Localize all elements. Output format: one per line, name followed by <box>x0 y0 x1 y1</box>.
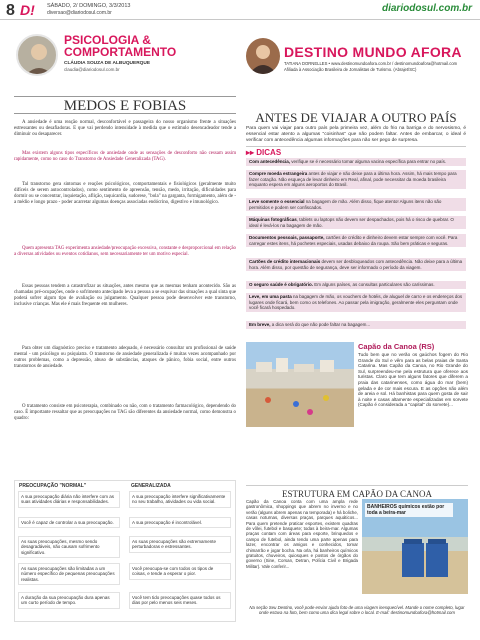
paragraph: A ansiedade é uma reação normal, desconfortável e passageira do nosso organismo frente a situações estressantes ou desafiadoras. E que vai perdendo intensidade à medida que o estímulo desencadeador tende a diminuir ou desaparecer. <box>14 120 236 138</box>
tip-text: Em alguns países, as consultas particulares são caríssimas. <box>313 282 435 287</box>
tip-lead: O seguro saúde é obrigatório. <box>249 282 314 287</box>
paragraph-highlight: Quem apresenta TAG experimenta ansiedade/preocupação excessiva, constante e desproporcional em relação a diversas atividades ou eventos cotidianos, sem necessariamente ter um motivo especial. <box>14 246 236 258</box>
person-icon <box>246 38 280 74</box>
paragraph: O tratamento consiste em psicoterapia, combinado ou não, com o tratamento farmacológico, dependendo do caso. É importante ressaltar que as preocupações no TAG são diferentes da ansiedade normal, como demonstra o quadro: <box>14 404 236 422</box>
beach-photo <box>246 342 354 427</box>
column-title: DESTINO MUNDO AFORA <box>284 44 462 60</box>
column-author: CLÁUDIA SOUZA DE ALBUQUERQUE <box>64 61 151 66</box>
paragraph: Para obter um diagnóstico preciso e tratamento adequado, é necessário consultar um profissional de saúde mental - um psicólogo ou psiquiatra. O transtorno de ansiedade generalizada é muitas vezes acompanhado por outros problemas, como a depressão, abuso de substâncias, ataques de pânico, fobia social, entre outros transtornos de ansiedade. <box>14 346 236 370</box>
tip-item <box>246 281 466 289</box>
person-icon <box>18 36 58 76</box>
author-photo <box>16 34 58 76</box>
tip-lead: Leve somente o essencial <box>249 199 305 204</box>
beach-icon <box>246 342 354 427</box>
table-cell: Você preocupa-se com todos os tipos de coisas, e tende a esperar o pior. <box>129 563 231 580</box>
site-logo[interactable]: diariodosul.com.br <box>381 3 472 14</box>
tips-heading-label: DICAS <box>256 148 282 157</box>
header-email[interactable]: diversao@diariodosul.com.br <box>47 10 112 16</box>
table-header-normal: PREOCUPAÇÃO "NORMAL" <box>19 483 87 489</box>
table-cell: As suas preocupações são extremamente perturbadoras e estressantes. <box>129 536 231 553</box>
tip-item <box>246 234 466 247</box>
column-author-email[interactable]: claudia@diariodosul.com.br <box>64 67 120 72</box>
column-credit: TATIANA DORNELLES • www.destinomundoafora.com.br / destinomundoafora@hotmail.com <box>284 61 458 66</box>
tip-lead: Cartões de crédito internacionais <box>249 259 321 264</box>
table-cell: A sua preocupação interfere significativamente no seu trabalho, atividades ou vida social. <box>129 491 231 508</box>
tip-lead: Máquinas fotográficas <box>249 217 297 222</box>
tip-text: antes de viajar e não deixe para a última hora. Assim, há mais tempo para fazer cotação. Não esqueça de levar dinheiro em Real, afinal, pode necessitar da moeda brasileira enquanto espera em alguns aeroportos do Brasil. <box>249 171 457 188</box>
tip-text: cartões de crédito e dinheiro devem estar sempre com você. Para carregar estes itens, há pochetes especiais, usadas debaixo da roupa. São bem práticas e seguras. <box>249 235 458 246</box>
tips-heading <box>246 146 466 157</box>
tip-item <box>246 198 466 211</box>
column-affiliation: Afiliada à Associação Brasileira de Jornalistas de Turismo. (Abrajet/SC) <box>284 67 417 72</box>
tip-text: a dica será do que não pode faltar na bagagem... <box>270 322 371 327</box>
photo-caption: BANHEIROS químicos estão por toda a beira-mar <box>365 503 453 517</box>
page-number: 8 <box>6 2 15 19</box>
table-cell: A sua preocupação diária não interfere com as suas atividades diárias e responsabilidades. <box>18 491 120 508</box>
column-title-line1: PSICOLOGIA & <box>64 33 151 47</box>
comparison-table <box>14 480 236 622</box>
tip-lead: Leve, em uma pasta <box>249 294 292 299</box>
tip-item <box>246 170 466 189</box>
section-title: ESTRUTURA EM CAPÃO DA CANOA <box>246 485 468 499</box>
article-title: ANTES DE VIAJAR A OUTRO PAÍS <box>255 110 457 125</box>
tip-lead: Com antecedência, <box>249 159 291 164</box>
section-logo: D! <box>20 2 35 18</box>
tip-item <box>246 293 466 312</box>
tip-lead: Compre moeda estrangeira <box>249 171 308 176</box>
tip-lead: Em breve, <box>249 322 271 327</box>
article-title: MEDOS E FOBIAS <box>14 96 236 114</box>
tip-text: verifique se é necessário tomar alguma vacina específica para entrar no país. <box>290 159 447 164</box>
paragraph-highlight: Mas existem alguns tipos específicos de ansiedade onde as sensações de desconforto não cessam assim rapidamente, como no caso do Transtorno de Ansiedade Generalizada (TAG). <box>14 151 236 163</box>
section-text: Capão da Canoa conta com uma ampla rede gastronômica, shoppings que abrem no inverno e no verão (alguns abrem apenas na temporada) e há boliche, casas noturnas, diversas praças, parques aquáticos... Para quem pretende praticar esportes, existem quadras de vôlei, futebol e basquete; todas à beira-mar. Algumas praças contam com áreas para esporte, brinquedos e campo de futebol, ainda tendo uma parte apenas para lazer, encontrar os amigos e conhecidos, tomar chimarrão e jogar bocha. Na orla, há banheiros químicos gratuitos, chuveiros, quiosques e postos de órgãos do governo (Sine, Corsan, Detran, Polícia Civil e Brigada Militar). Vale conferir... <box>246 499 358 569</box>
table-header-generalizada: GENERALIZADA <box>131 483 171 489</box>
tip-item <box>246 158 466 166</box>
table-cell: A sua preocupação é incontrolável. <box>129 517 231 528</box>
tip-text: , tablets ou laptops não devem ser despachados, pois há o risco de quebrar. O ideal é levá-los na bagagem de mão. <box>249 217 454 228</box>
tip-text: devem ser desbloqueados com antecedência. Não deixe para a última hora. Além disso, por questão de segurança, deve ser informado o período da viagem. <box>249 259 463 270</box>
article-intro: Para quem vai viajar para outro país pela primeira vez, além do frio na barriga e do nervosismo, é essencial estar atento a algumas "coisinhas" que não podem faltar. Antes de embarcar, o ideal é verificar com antecedência algumas informações para não ser pego de surpresa. <box>246 126 466 143</box>
paragraph: Tal transtorno gera sintomas e reações psicológicos, comportamentais e fisiológicos (geralmente muito difíceis de serem autocontrolados), como sentimento de apreensão, tensão, medo, irritação, dificuldades para dormir ou se concentrar, inquietação, aflição, taquicardia, sudorese, "bola" na garganta, formigamento, além de - a médio e longo prazo - poder acarretar algumas doenças associadas endócrino, digestivo e imunológico. <box>14 182 236 206</box>
table-cell: As suas preocupações, mesmo sendo desagradáveis, não causam sofrimento significativo. <box>18 536 120 558</box>
tip-text: na bagagem de mão, os vouchers de hotéis, de aluguel de carro e os endereços dos lugares onde ficará, bem como os telefones. Ao passar pela imigração, geralmente eles perguntam onde você ficará hospedado. <box>249 294 463 311</box>
table-cell: Você tem tido preocupações quase todos os dias por pelo menos seis meses. <box>129 592 231 609</box>
tip-text: na bagagem de mão. Além disso, fique atento! Alguns itens não são permitidos e podem ser confiscados. <box>249 199 442 210</box>
tip-item <box>246 321 466 329</box>
tip-lead: Documentos pessoais, passaporte, <box>249 235 325 240</box>
paragraph: Essas pessoas tendem a catastrofizar as situações, antes mesmo que as mesmas tenham acontecido. São as chamadas pré-ocupações, onde o sofrimento antecipado leva a pessoa a se esquivar das situações a qual sinta que poderá sofrer algum tipo de avaliação ou julgamento. Qualquer pessoa pode desenvolver este transtorno, inclusive crianças. Mas ele é mais frequente em mulheres. <box>14 284 236 308</box>
table-cell: A duração da sua preocupação dura apenas um curto período de tempo. <box>18 592 120 609</box>
table-cell: Você é capaz de controlar a sua preocupação. <box>18 517 120 528</box>
header-date: SÁBADO, 2/ DOMINGO, 3/3/2013 <box>47 3 131 9</box>
section-text: Tudo bem que no verão os gaúchos fogem do Rio Grande do Sul e vêm para as belas praias de Santa Catarina. Mas Capão da Canoa, no Rio Grande do Sul, surpreendeu-me pela estrutura que oferece aos turistas. Claro que tem alguns fatores que diferem a praia das catarinenses, como água do mar (bem) gelada e de cor mais escura. E as opções não além de areia e sol. Há banhistas para quem gosta de sair à noite e casas altamente especializadas em sorvete (Capão é considerada a "capital" do sorvete)... <box>358 352 468 408</box>
tip-item <box>246 258 466 271</box>
author-photo <box>246 38 280 74</box>
arrows-icon: ▸▸ <box>246 148 257 157</box>
footer-note: Na seção Seu Destino, você pode enviar ajuda foto de uma viagem inesquecível. Mande o nome completo, lugar onde estava na foto, bem como uma dica legal sobre o local. E-mail: destinomundoafora@hotmail.com <box>249 605 465 616</box>
section-title: Capão da Canoa (RS) <box>358 342 435 351</box>
table-cell: As suas preocupações são limitadas a um número específico de pequenas preocupações realistas. <box>18 563 120 585</box>
column-title-line2: COMPORTAMENTO <box>64 45 177 59</box>
tip-item <box>246 216 466 229</box>
